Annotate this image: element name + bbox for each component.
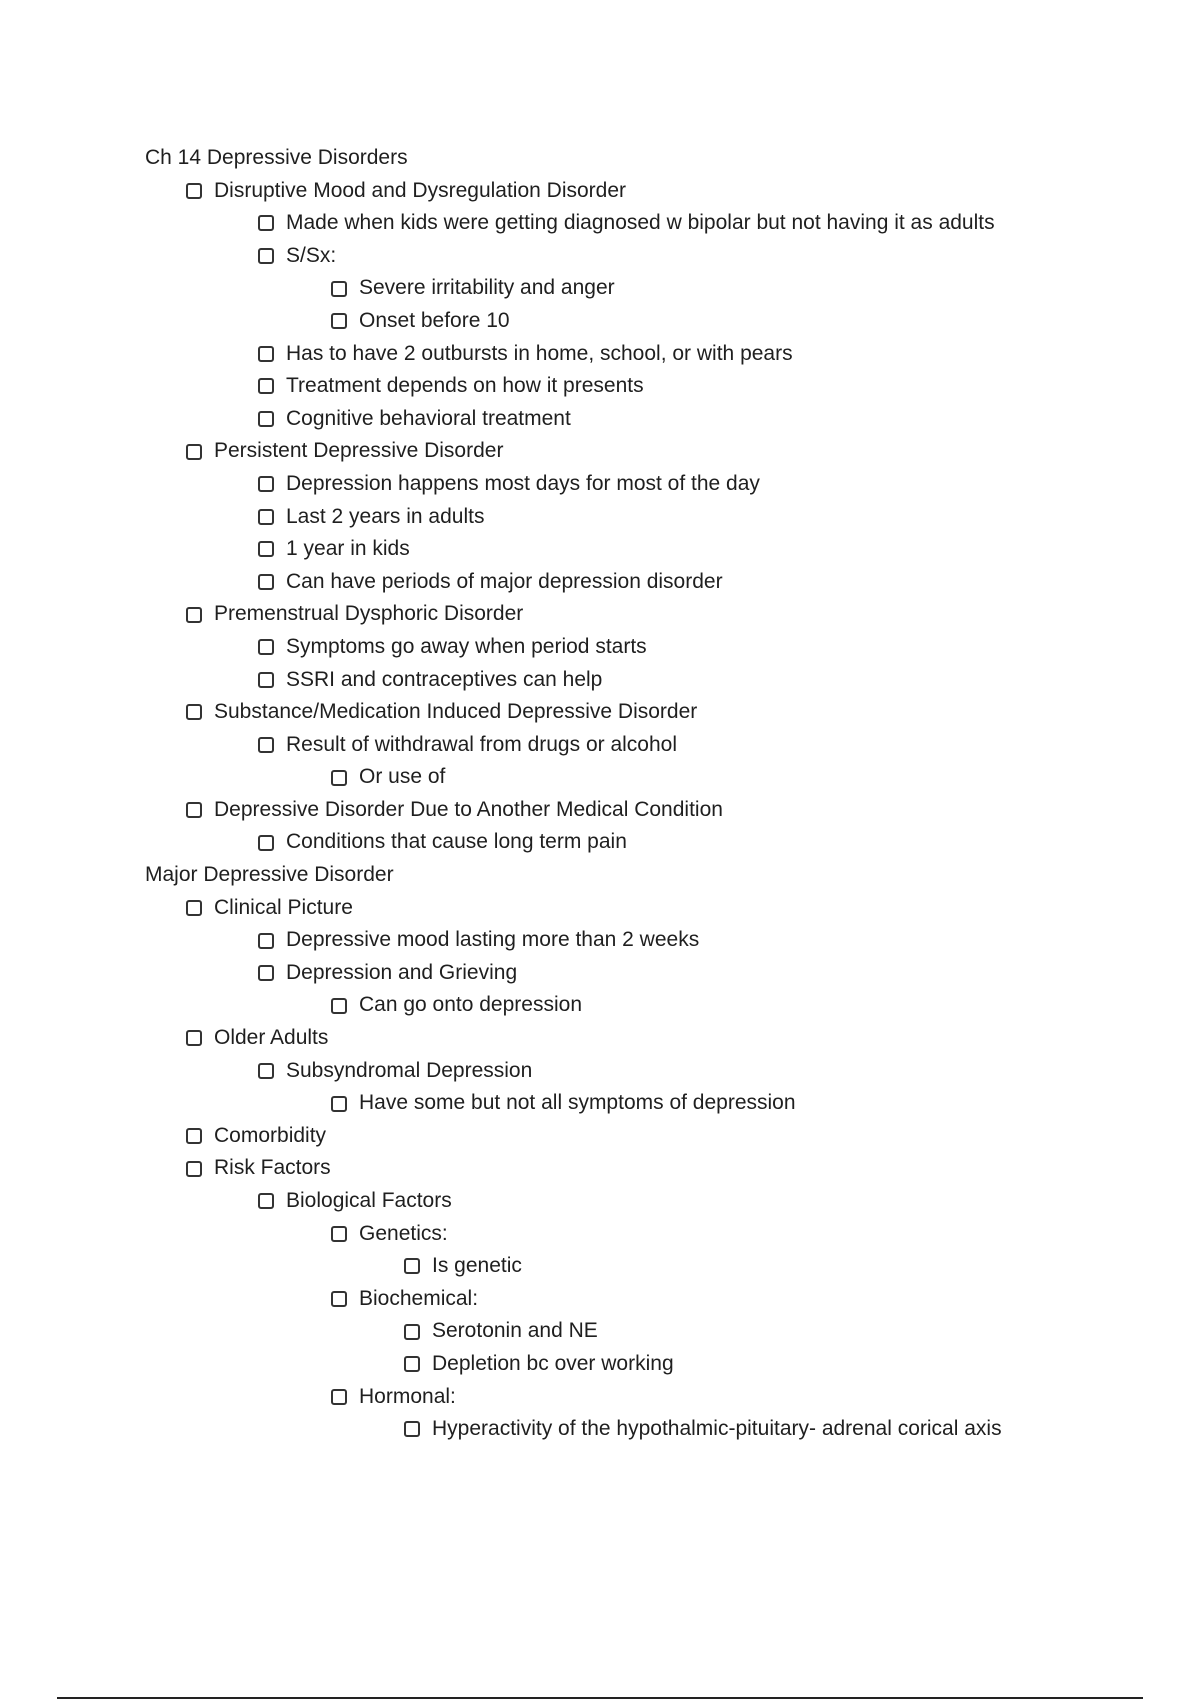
checklist-item-label: S/Sx: [286, 243, 337, 267]
checklist-item [0, 826, 1200, 859]
section-heading: Ch 14 Depressive Disorders [145, 146, 408, 169]
checklist-item-label: Substance/Medication Induced Depressive Disorder [214, 700, 698, 724]
checkbox[interactable] [258, 346, 274, 362]
checklist-item [0, 566, 1200, 599]
checklist-item [0, 305, 1200, 338]
checklist-item-label: Is genetic [432, 1254, 522, 1278]
checkbox[interactable] [186, 900, 202, 916]
checklist-item-label: Onset before 10 [359, 308, 510, 332]
checkbox[interactable] [331, 770, 347, 786]
checklist-item-label: Last 2 years in adults [286, 504, 485, 528]
checklist-item [0, 533, 1200, 566]
checkbox[interactable] [258, 541, 274, 557]
checklist-item [0, 957, 1200, 990]
checklist-item [0, 1348, 1200, 1381]
checklist-item [0, 1315, 1200, 1348]
checkbox[interactable] [186, 444, 202, 460]
checkbox[interactable] [404, 1258, 420, 1274]
checklist-item-label: Biochemical: [359, 1286, 479, 1310]
checklist-item-label: Comorbidity [214, 1123, 327, 1147]
checklist-item-label: Symptoms go away when period starts [286, 634, 647, 658]
checklist-item [0, 924, 1200, 957]
checklist-item-label: Depression happens most days for most of the day [286, 471, 760, 495]
checklist-item [0, 1185, 1200, 1218]
checkbox[interactable] [404, 1324, 420, 1340]
checklist-item-label: Depression and Grieving [286, 960, 518, 984]
checklist-item [0, 338, 1200, 371]
checkbox[interactable] [186, 1128, 202, 1144]
checkbox[interactable] [258, 476, 274, 492]
checklist-item [0, 403, 1200, 436]
checklist-item-label: Result of withdrawal from drugs or alcohol [286, 732, 678, 756]
checklist-item [0, 892, 1200, 925]
checklist-item [0, 435, 1200, 468]
checkbox[interactable] [186, 183, 202, 199]
checkbox[interactable] [331, 1226, 347, 1242]
checklist-item-label: Clinical Picture [214, 895, 353, 919]
checklist-item-label: Can have periods of major depression disorder [286, 569, 723, 593]
checkbox[interactable] [331, 281, 347, 297]
checkbox[interactable] [258, 248, 274, 264]
checkbox[interactable] [258, 933, 274, 949]
checklist-item [0, 175, 1200, 208]
checkbox[interactable] [186, 802, 202, 818]
checklist-item [0, 761, 1200, 794]
checklist-item [0, 370, 1200, 403]
checklist-item [0, 1381, 1200, 1414]
checkbox[interactable] [258, 1193, 274, 1209]
checkbox[interactable] [258, 411, 274, 427]
checklist-item-label: Older Adults [214, 1026, 329, 1050]
checkbox[interactable] [258, 215, 274, 231]
checklist-item-label: Serotonin and NE [432, 1319, 598, 1343]
checklist-item-label: Conditions that cause long term pain [286, 830, 627, 854]
checklist-item [0, 696, 1200, 729]
checklist-item [0, 1087, 1200, 1120]
checklist-item [0, 1120, 1200, 1153]
checklist-item [0, 501, 1200, 534]
checkbox[interactable] [331, 1291, 347, 1307]
checklist-item-label: SSRI and contraceptives can help [286, 667, 603, 691]
checklist-item-label: Can go onto depression [359, 993, 582, 1017]
checklist-item [0, 1022, 1200, 1055]
checkbox[interactable] [258, 1063, 274, 1079]
checkbox[interactable] [258, 672, 274, 688]
checklist-item [0, 1055, 1200, 1088]
checkbox[interactable] [331, 998, 347, 1014]
checklist-item-label: Have some but not all symptoms of depression [359, 1091, 796, 1115]
checkbox[interactable] [258, 737, 274, 753]
checklist-item-label: Cognitive behavioral treatment [286, 406, 571, 430]
checkbox[interactable] [258, 965, 274, 981]
checklist-item-label: Risk Factors [214, 1156, 331, 1180]
checklist-item-label: Severe irritability and anger [359, 276, 615, 300]
checkbox[interactable] [186, 1030, 202, 1046]
checkbox[interactable] [186, 607, 202, 623]
checklist-item-label: Depressive Disorder Due to Another Medical Condition [214, 797, 723, 821]
checklist-item-label: Treatment depends on how it presents [286, 374, 644, 398]
checklist-item [0, 1283, 1200, 1316]
checkbox[interactable] [331, 313, 347, 329]
checklist-item [0, 631, 1200, 664]
checkbox[interactable] [258, 639, 274, 655]
checklist-item-label: Made when kids were getting diagnosed w bipolar but not having it as adults [286, 211, 995, 235]
checklist-item-label: Hyperactivity of the hypothalmic-pituitary- adrenal corical axis [432, 1417, 1002, 1441]
checkbox[interactable] [331, 1096, 347, 1112]
checkbox[interactable] [258, 378, 274, 394]
checklist-item-label: Subsyndromal Depression [286, 1058, 533, 1082]
checklist-item [0, 1250, 1200, 1283]
checklist-item-label: Persistent Depressive Disorder [214, 439, 504, 463]
checkbox[interactable] [258, 509, 274, 525]
checklist-item [0, 240, 1200, 273]
checklist-item-label: Has to have 2 outbursts in home, school, or with pears [286, 341, 793, 365]
checkbox[interactable] [186, 704, 202, 720]
checkbox[interactable] [404, 1421, 420, 1437]
checkbox[interactable] [258, 574, 274, 590]
checklist-item-label: Biological Factors [286, 1189, 452, 1212]
checklist-item-label: Genetics: [359, 1221, 448, 1245]
checkbox[interactable] [186, 1161, 202, 1177]
checklist-item [0, 729, 1200, 762]
checklist-item [0, 207, 1200, 240]
checkbox[interactable] [331, 1389, 347, 1405]
checklist-item [0, 1152, 1200, 1185]
checklist-item-label: Or use of [359, 765, 446, 789]
checkbox[interactable] [258, 835, 274, 851]
checklist-item [0, 1218, 1200, 1251]
checklist-item-label: Disruptive Mood and Dysregulation Disorder [214, 178, 627, 202]
checklist-item-label: Premenstrual Dysphoric Disorder [214, 602, 524, 626]
checklist-item [0, 272, 1200, 305]
checklist-item [0, 468, 1200, 501]
checklist-item-label: Depletion bc over working [432, 1351, 674, 1375]
checklist-item [0, 794, 1200, 827]
checklist-item [0, 1413, 1200, 1446]
checklist-item-label: Depressive mood lasting more than 2 weeks [286, 928, 700, 952]
page-footer-rule [57, 1697, 1143, 1699]
checkbox[interactable] [404, 1356, 420, 1372]
section-heading: Major Depressive Disorder [145, 863, 394, 887]
checklist-item [0, 989, 1200, 1022]
checklist-item-label: 1 year in kids [286, 537, 410, 561]
checklist-item [0, 664, 1200, 697]
checklist-item-label: Hormonal: [359, 1384, 456, 1408]
checklist-document [0, 142, 1200, 1446]
checklist-item [0, 598, 1200, 631]
